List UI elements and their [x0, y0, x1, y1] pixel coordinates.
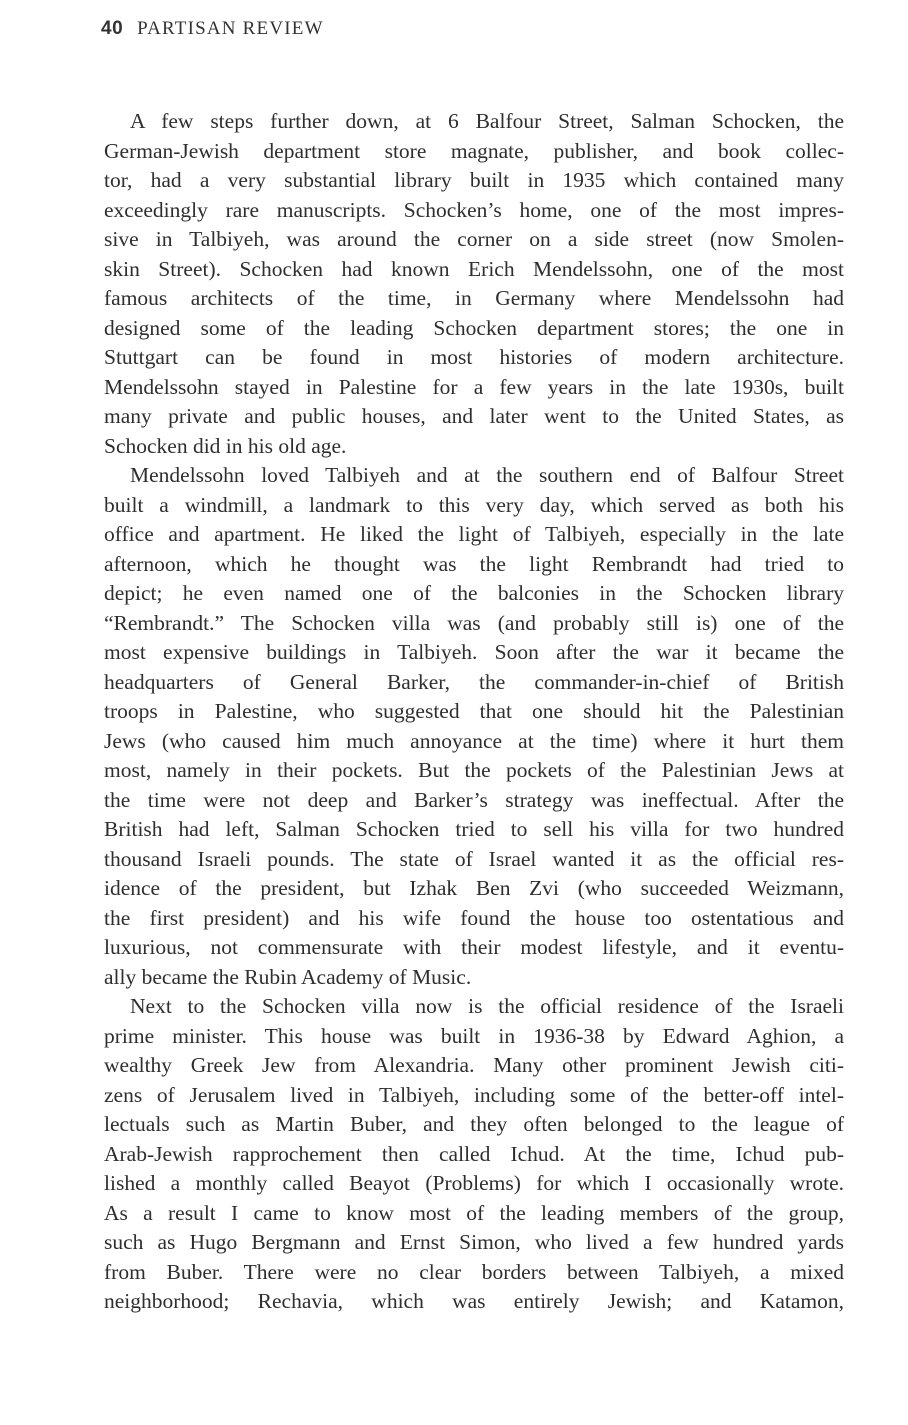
text-line: Arab-Jewish rapprochement then called Ichud. At the time, Ichud pub-: [104, 1141, 844, 1166]
text-line: lectuals such as Martin Buber, and they often belonged to the league of: [104, 1112, 844, 1136]
running-head: [101, 18, 324, 40]
text-line: famous architects of the time, in Germany where Mendelssohn had: [104, 286, 844, 310]
text-line: headquarters of General Barker, the commander-in-chief of British: [104, 669, 844, 694]
paragraph-3: [104, 992, 844, 1317]
text-line: German-Jewish department store magnate, publisher, and book collec-: [104, 138, 844, 163]
text-line: Mendelssohn stayed in Palestine for a few years in the late 1930s, built: [104, 374, 844, 399]
text-line: Jews (who caused him much annoyance at the time) where it hurt them: [104, 728, 844, 753]
text-line: the time were not deep and Barker’s strategy was ineffectual. After the: [104, 787, 844, 812]
text-line: from Buber. There were no clear borders between Talbiyeh, a mixed: [104, 1259, 844, 1284]
text-line: built a windmill, a landmark to this very day, which served as both his: [104, 492, 844, 517]
text-line: “Rembrandt.” The Schocken villa was (and probably still is) one of the: [104, 610, 844, 635]
text-line: luxurious, not commensurate with their modest lifestyle, and it eventu-: [104, 935, 844, 959]
text-line: office and apartment. He liked the light of Talbiyeh, especially in the late: [104, 522, 844, 546]
article-body: [104, 107, 844, 1317]
text-line: Schocken did in his old age.: [104, 433, 347, 458]
text-line: the first president) and his wife found the house too ostentatious and: [104, 905, 844, 930]
text-line: ally became the Rubin Academy of Music.: [104, 964, 472, 989]
page-number: 40: [101, 18, 124, 39]
text-line: Next to the Schocken villa now is the official residence of the Israeli: [130, 994, 844, 1018]
text-line: depict; he even named one of the balconies in the Schocken library: [104, 581, 844, 605]
text-line: zens of Jerusalem lived in Talbiyeh, including some of the better-off intel-: [104, 1082, 844, 1107]
text-line: skin Street). Schocken had known Erich Mendelssohn, one of the most: [104, 256, 844, 281]
text-line: afternoon, which he thought was the light Rembrandt had tried to: [104, 551, 844, 576]
text-line: prime minister. This house was built in 1936-38 by Edward Aghion, a: [104, 1023, 844, 1048]
text-line: As a result I came to know most of the leading members of the group,: [104, 1200, 844, 1225]
text-line: tor, had a very substantial library built in 1935 which contained many: [104, 168, 844, 192]
journal-title: PARTISAN REVIEW: [137, 18, 324, 39]
text-line: most, namely in their pockets. But the pockets of the Palestinian Jews at: [104, 758, 844, 782]
paragraph-2: [104, 461, 844, 992]
text-line: Stuttgart can be found in most histories of modern architecture.: [104, 345, 844, 369]
text-line: British had left, Salman Schocken tried to sell his villa for two hundred: [104, 817, 844, 841]
text-line: troops in Palestine, who suggested that one should hit the Palestinian: [104, 699, 844, 723]
paragraph-1: [104, 107, 844, 461]
text-line: neighborhood; Rechavia, which was entirely Jewish; and Katamon,: [104, 1289, 844, 1313]
text-line: A few steps further down, at 6 Balfour Street, Salman Schocken, the: [130, 109, 844, 133]
text-line: such as Hugo Bergmann and Ernst Simon, who lived a few hundred yards: [104, 1230, 844, 1254]
text-line: Mendelssohn loved Talbiyeh and at the southern end of Balfour Street: [130, 463, 844, 487]
text-line: idence of the president, but Izhak Ben Zvi (who succeeded Weizmann,: [104, 876, 844, 900]
text-line: many private and public houses, and later went to the United States, as: [104, 404, 844, 428]
text-line: most expensive buildings in Talbiyeh. Soon after the war it became the: [104, 640, 844, 664]
text-line: exceedingly rare manuscripts. Schocken’s home, one of the most impres-: [104, 197, 844, 222]
text-line: wealthy Greek Jew from Alexandria. Many other prominent Jewish citi-: [104, 1053, 844, 1077]
text-line: lished a monthly called Beayot (Problems) for which I occasionally wrote.: [104, 1171, 844, 1195]
text-line: sive in Talbiyeh, was around the corner on a side street (now Smolen-: [104, 227, 844, 251]
text-line: thousand Israeli pounds. The state of Israel wanted it as the official res-: [104, 846, 844, 871]
text-line: designed some of the leading Schocken department stores; the one in: [104, 315, 844, 340]
